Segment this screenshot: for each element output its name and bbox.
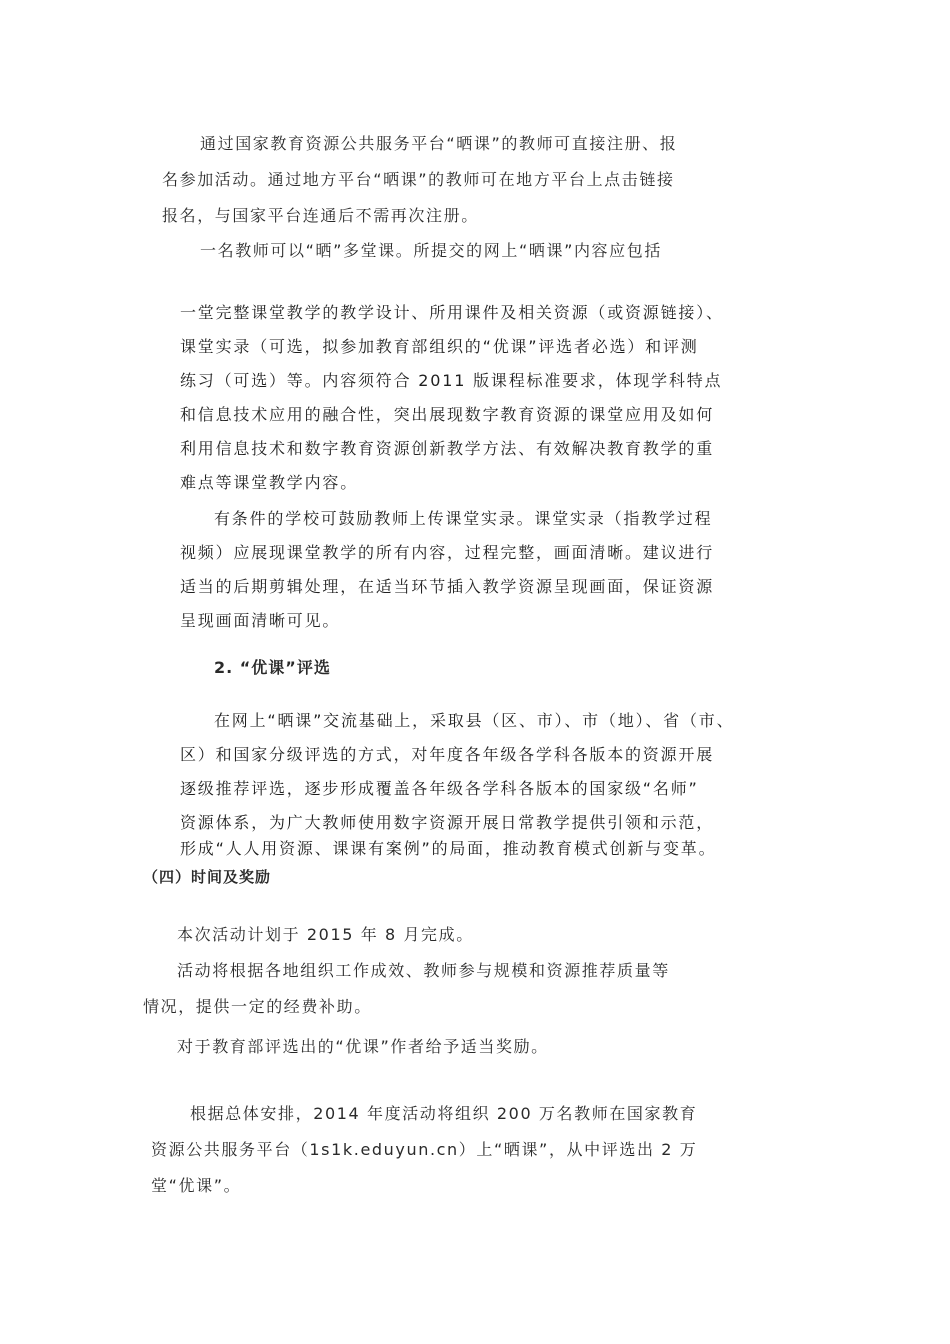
paragraph-line: 报名，与国家平台连通后不需再次注册。 [162,206,479,225]
paragraph-line: 形成“人人用资源、课课有案例”的局面，推动教育模式创新与变革。 [180,839,717,858]
paragraph-line: 本次活动计划于 2015 年 8 月完成。 [177,925,474,944]
paragraph-line: 适当的后期剪辑处理，在适当环节插入教学资源呈现画面，保证资源 [180,577,715,596]
paragraph-line: 一堂完整课堂教学的教学设计、所用课件及相关资源（或资源链接）、 [180,303,724,322]
paragraph-line: 课堂实录（可选，拟参加教育部组织的“优课”评选者必选）和评测 [180,337,699,356]
paragraph-line: 名参加活动。通过地方平台“晒课”的教师可在地方平台上点击链接 [162,170,675,189]
paragraph-line: 呈现画面清晰可见。 [180,611,341,630]
paragraph-line: 对于教育部评选出的“优课”作者给予适当奖励。 [177,1037,549,1056]
paragraph-line: 资源公共服务平台（1s1k.eduyun.cn）上“晒课”，从中评选出 2 万 [151,1140,698,1159]
paragraph-line: 根据总体安排，2014 年度活动将组织 200 万名教师在国家教育 [190,1104,698,1123]
paragraph-line: 活动将根据各地组织工作成效、教师参与规模和资源推荐质量等 [177,961,670,980]
paragraph-line: 视频）应展现课堂教学的所有内容，过程完整，画面清晰。建议进行 [180,543,715,562]
paragraph-line: 难点等课堂教学内容。 [180,473,359,492]
paragraph-line: 利用信息技术和数字教育资源创新教学方法、有效解决教育教学的重 [180,439,715,458]
paragraph-line: 逐级推荐评选，逐步形成覆盖各年级各学科各版本的国家级“名师” [180,779,699,798]
paragraph-line: 资源体系，为广大教师使用数字资源开展日常教学提供引领和示范， [180,813,715,832]
paragraph-line: 区）和国家分级评选的方式，对年度各年级各学科各版本的资源开展 [180,745,715,764]
paragraph-line: 和信息技术应用的融合性，突出展现数字教育资源的课堂应用及如何 [180,405,715,424]
paragraph-line: 通过国家教育资源公共服务平台“晒课”的教师可直接注册、报 [200,134,678,153]
section-heading: （四）时间及奖励 [143,868,272,886]
paragraph-line: 堂“优课”。 [151,1176,242,1195]
paragraph-line: 练习（可选）等。内容须符合 2011 版课程标准要求，体现学科特点 [180,371,723,390]
section-heading: 2. “优课”评选 [214,658,331,677]
paragraph-line: 一名教师可以“晒”多堂课。所提交的网上“晒课”内容应包括 [200,241,662,260]
paragraph-line: 情况，提供一定的经费补助。 [143,997,372,1016]
paragraph-line: 有条件的学校可鼓励教师上传课堂实录。课堂实录（指教学过程 [214,509,713,528]
paragraph-line: 在网上“晒课”交流基础上，采取县（区、市）、市（地）、省（市、 [214,711,735,730]
